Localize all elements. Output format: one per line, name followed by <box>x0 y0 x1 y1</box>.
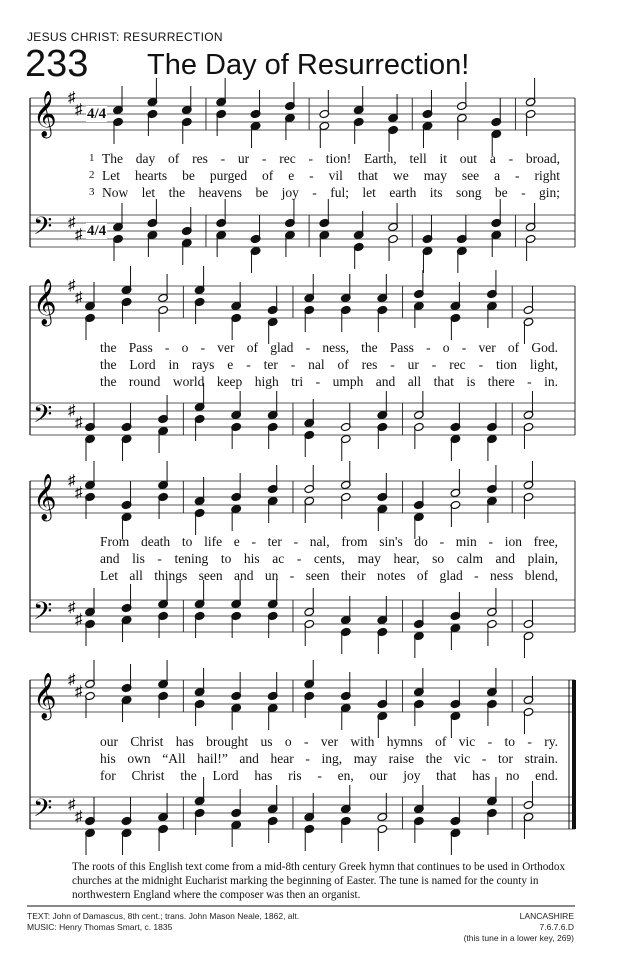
bass-clef-icon: 𝄢 <box>33 794 53 829</box>
sharp-icon: ♯ <box>68 90 76 106</box>
lyric-text: The day of res - ur - rec - tion! Earth, tell it out a - broad, <box>102 151 560 166</box>
lyric-line: and lis - tening to his ac - cents, may hear, so calm and plain, <box>100 551 558 566</box>
text-credit: TEXT: John of Damascus, 8th cent.; trans. John Mason Neale, 1862, alt. <box>27 911 300 921</box>
sharp-icon: ♯ <box>68 403 76 419</box>
lyric-line: his own “All hail!” and hear - ing, may raise the vic - tor strain. <box>100 751 558 766</box>
verse-number: 1 <box>89 152 95 164</box>
footer-divider <box>27 905 575 907</box>
sharp-icon: ♯ <box>75 684 83 700</box>
bass-clef-icon: 𝄢 <box>33 400 53 435</box>
hymn-category: JESUS CHRIST: RESURRECTION <box>27 30 223 44</box>
lyric-line: the round world keep high tri - umph and all that is there - in. <box>100 374 558 389</box>
sharp-icon: ♯ <box>75 612 83 628</box>
sharp-icon: ♯ <box>75 415 83 431</box>
tune-name: LANCASHIRE <box>519 911 574 921</box>
treble-clef-icon: 𝄞 <box>33 673 57 719</box>
sharp-icon: ♯ <box>75 485 83 501</box>
sharp-icon: ♯ <box>68 278 76 294</box>
sharp-icon: ♯ <box>68 600 76 616</box>
treble-clef-icon: 𝄞 <box>33 279 57 325</box>
lyric-line: our Christ has brought us o - ver with hymns of vic - to - ry. <box>100 734 558 749</box>
time-signature-treble: 4/4 <box>87 106 107 122</box>
lyric-line: the Lord in rays e - ter - nal of res - ur - rec - tion light, <box>100 357 558 372</box>
lyric-line: the Pass - o - ver of glad - ness, the Pass - o - ver of God. <box>100 340 558 355</box>
verse-number: 2 <box>89 169 95 181</box>
sharp-icon: ♯ <box>68 672 76 688</box>
tune-note: (this tune in a lower key, 269) <box>463 933 574 943</box>
lyric-line <box>89 184 560 201</box>
time-signature-bass: 4/4 <box>87 223 107 239</box>
credits <box>27 911 299 933</box>
hymn-number: 233 <box>25 43 89 85</box>
lyric-text: Now let the heavens be joy - ful; let earth its song be - gin; <box>102 185 560 200</box>
hymn-note: The roots of this English text come from a mid-8th century Greek hymn that continues to be used in Orthodox churches at the midnight Eucharist marking the beginning of Easter. The tune is named for the county in northwestern England where the composer was then an organist. <box>72 861 566 901</box>
sharp-icon: ♯ <box>68 215 76 231</box>
sharp-icon: ♯ <box>75 102 83 118</box>
sharp-icon: ♯ <box>75 809 83 825</box>
lyric-line <box>89 167 560 184</box>
sharp-icon: ♯ <box>68 473 76 489</box>
verse-number: 3 <box>89 186 95 198</box>
meter: 7.6.7.6.D <box>539 922 574 932</box>
treble-clef-icon: 𝄞 <box>33 91 57 137</box>
bass-clef-icon: 𝄢 <box>33 212 53 247</box>
hymn-title: The Day of Resurrection! <box>147 49 470 81</box>
lyric-text: Let hearts be purged of e - vil that we may see a - right <box>102 168 560 183</box>
lyric-line <box>89 150 560 167</box>
lyric-line: From death to life e - ter - nal, from sin's do - min - ion free, <box>100 534 558 549</box>
lyric-line: Let all things seen and un - seen their notes of glad - ness blend, <box>100 568 558 583</box>
sharp-icon: ♯ <box>75 290 83 306</box>
music-credit: MUSIC: Henry Thomas Smart, c. 1835 <box>27 922 173 932</box>
sharp-icon: ♯ <box>68 797 76 813</box>
sharp-icon: ♯ <box>75 227 83 243</box>
tune-info <box>464 911 574 944</box>
treble-clef-icon: 𝄞 <box>33 474 57 520</box>
lyric-line: for Christ the Lord has ris - en, our joy that has no end. <box>100 768 558 783</box>
bass-clef-icon: 𝄢 <box>33 597 53 632</box>
